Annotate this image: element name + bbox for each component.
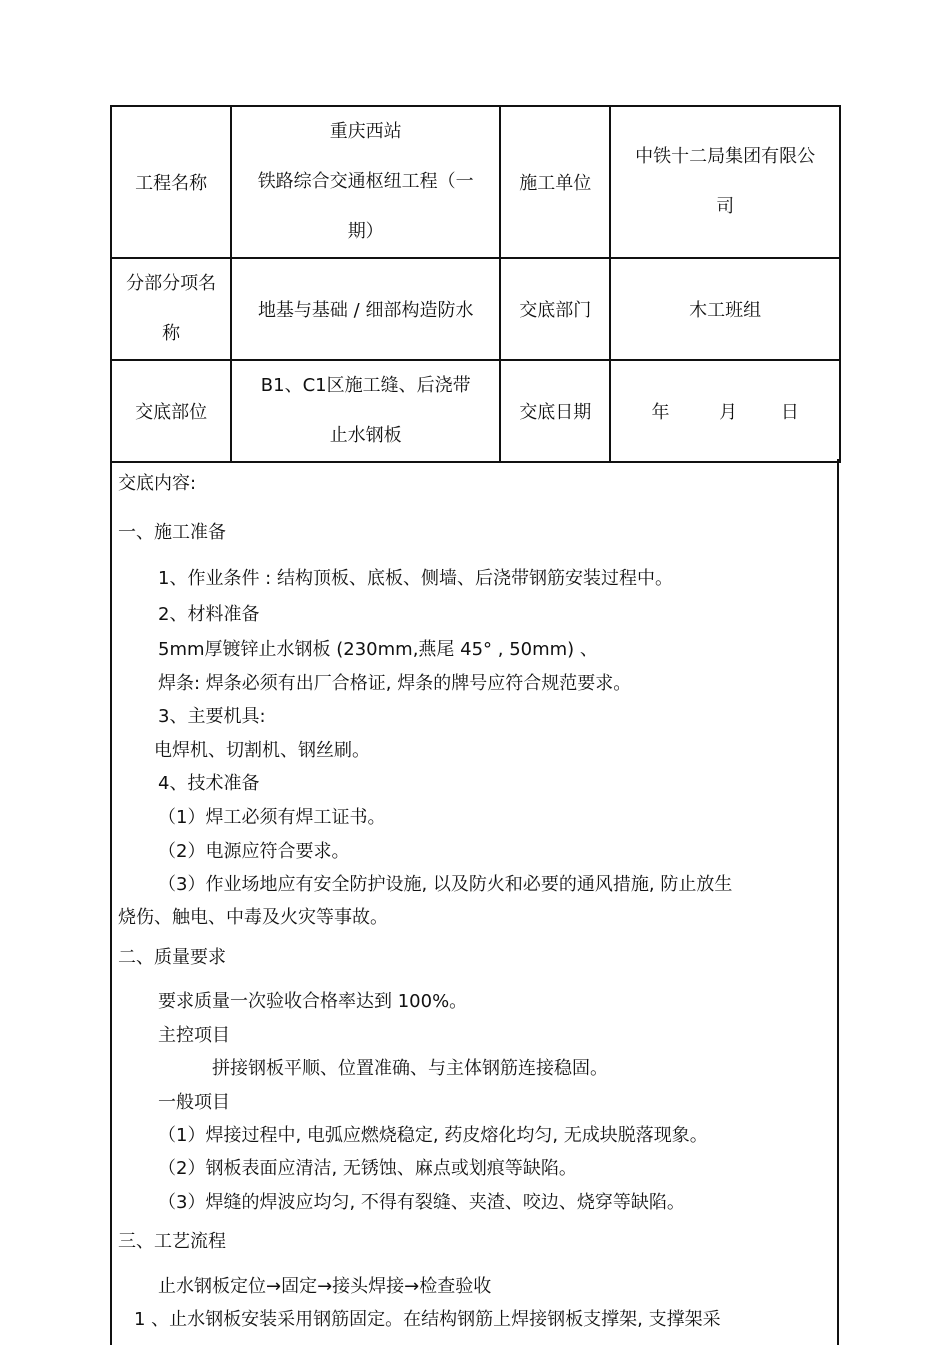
s2-item-b1: 拼接钢板平顺、位置准确、与主体钢筋连接稳固。 [212, 1058, 608, 1079]
project-line3: 期） [347, 221, 384, 242]
constructor-label: 施工单位 [500, 106, 610, 258]
location-value [231, 360, 500, 462]
dept-value: 木工班组 [610, 258, 840, 360]
content-label: 交底内容: [118, 473, 197, 494]
s2-item-c1: （1）焊接过程中, 电弧应燃烧稳定, 药皮熔化均匀, 无成块脱落现象。 [158, 1125, 708, 1146]
date-day: 日 [780, 402, 799, 423]
section-3-title: 三、工艺流程 [118, 1231, 226, 1252]
s1-item-2a: 5mm厚镀锌止水钢板 (230mm,燕尾 45° , 50mm) 、 [158, 639, 598, 660]
subitem-value: 地基与基础 / 细部构造防水 [231, 258, 500, 360]
s1-item-4c-line1: （3）作业场地应有安全防护设施, 以及防火和必要的通风措施, 防止放生 [158, 874, 733, 895]
s1-item-4a: （1）焊工必须有焊工证书。 [158, 807, 386, 828]
location-label: 交底部位 [111, 360, 231, 462]
s1-item-1: 1、作业条件 : 结构顶板、底板、侧墙、后浇带钢筋安装过程中。 [158, 568, 673, 589]
row-project [111, 106, 840, 258]
dept-label: 交底部门 [500, 258, 610, 360]
s1-item-3: 3、主要机具: [158, 706, 266, 727]
subitem-label-line2: 称 [162, 323, 181, 344]
s2-item-c3: （3）焊缝的焊波应均匀, 不得有裂缝、夹渣、咬边、烧穿等缺陷。 [158, 1192, 685, 1213]
s1-item-2b: 焊条: 焊条必须有出厂合格证, 焊条的牌号应符合规范要求。 [158, 673, 632, 694]
project-value [231, 106, 500, 258]
subitem-label [111, 258, 231, 360]
s2-item-b: 主控项目 [158, 1025, 230, 1046]
s2-item-c2: （2）钢板表面应清洁, 无锈蚀、麻点或划痕等缺陷。 [158, 1158, 577, 1179]
project-line2: 铁路综合交通枢纽工程（一 [257, 171, 474, 192]
s1-item-4b: （2）电源应符合要求。 [158, 841, 350, 862]
s1-item-4c-line2: 烧伤、触电、中毒及火灾等事故。 [118, 907, 388, 928]
project-line1: 重庆西站 [329, 121, 402, 142]
constructor-line1: 中铁十二局集团有限公 [635, 146, 816, 167]
s3-item-1: 1 、止水钢板安装采用钢筋固定。在结构钢筋上焊接钢板支撑架, 支撑架采 [134, 1309, 721, 1330]
constructor-line2: 司 [716, 196, 735, 217]
s3-flow: 止水钢板定位→固定→接头焊接→检查验收 [158, 1276, 492, 1297]
date-month: 月 [719, 402, 738, 423]
date-value [610, 360, 840, 462]
info-table [110, 105, 841, 463]
project-label: 工程名称 [111, 106, 231, 258]
subitem-label-line1: 分部分项名 [126, 273, 217, 294]
row-subitem [111, 258, 840, 360]
constructor-value [610, 106, 840, 258]
row-location [111, 360, 840, 462]
date-label: 交底日期 [500, 360, 610, 462]
location-line1: B1、C1区施工缝、后浇带 [260, 375, 471, 396]
location-line2: 止水钢板 [329, 425, 402, 446]
s1-item-2: 2、材料准备 [158, 604, 260, 625]
section-1-title: 一、施工准备 [118, 522, 226, 543]
s2-item-a: 要求质量一次验收合格率达到 100%。 [158, 991, 468, 1012]
s1-item-3a: 电焊机、切割机、钢丝刷。 [154, 740, 370, 761]
content-frame [110, 459, 839, 1345]
s1-item-4: 4、技术准备 [158, 773, 260, 794]
s2-item-c: 一般项目 [158, 1092, 230, 1113]
date-year: 年 [651, 402, 670, 423]
section-2-title: 二、质量要求 [118, 947, 226, 968]
